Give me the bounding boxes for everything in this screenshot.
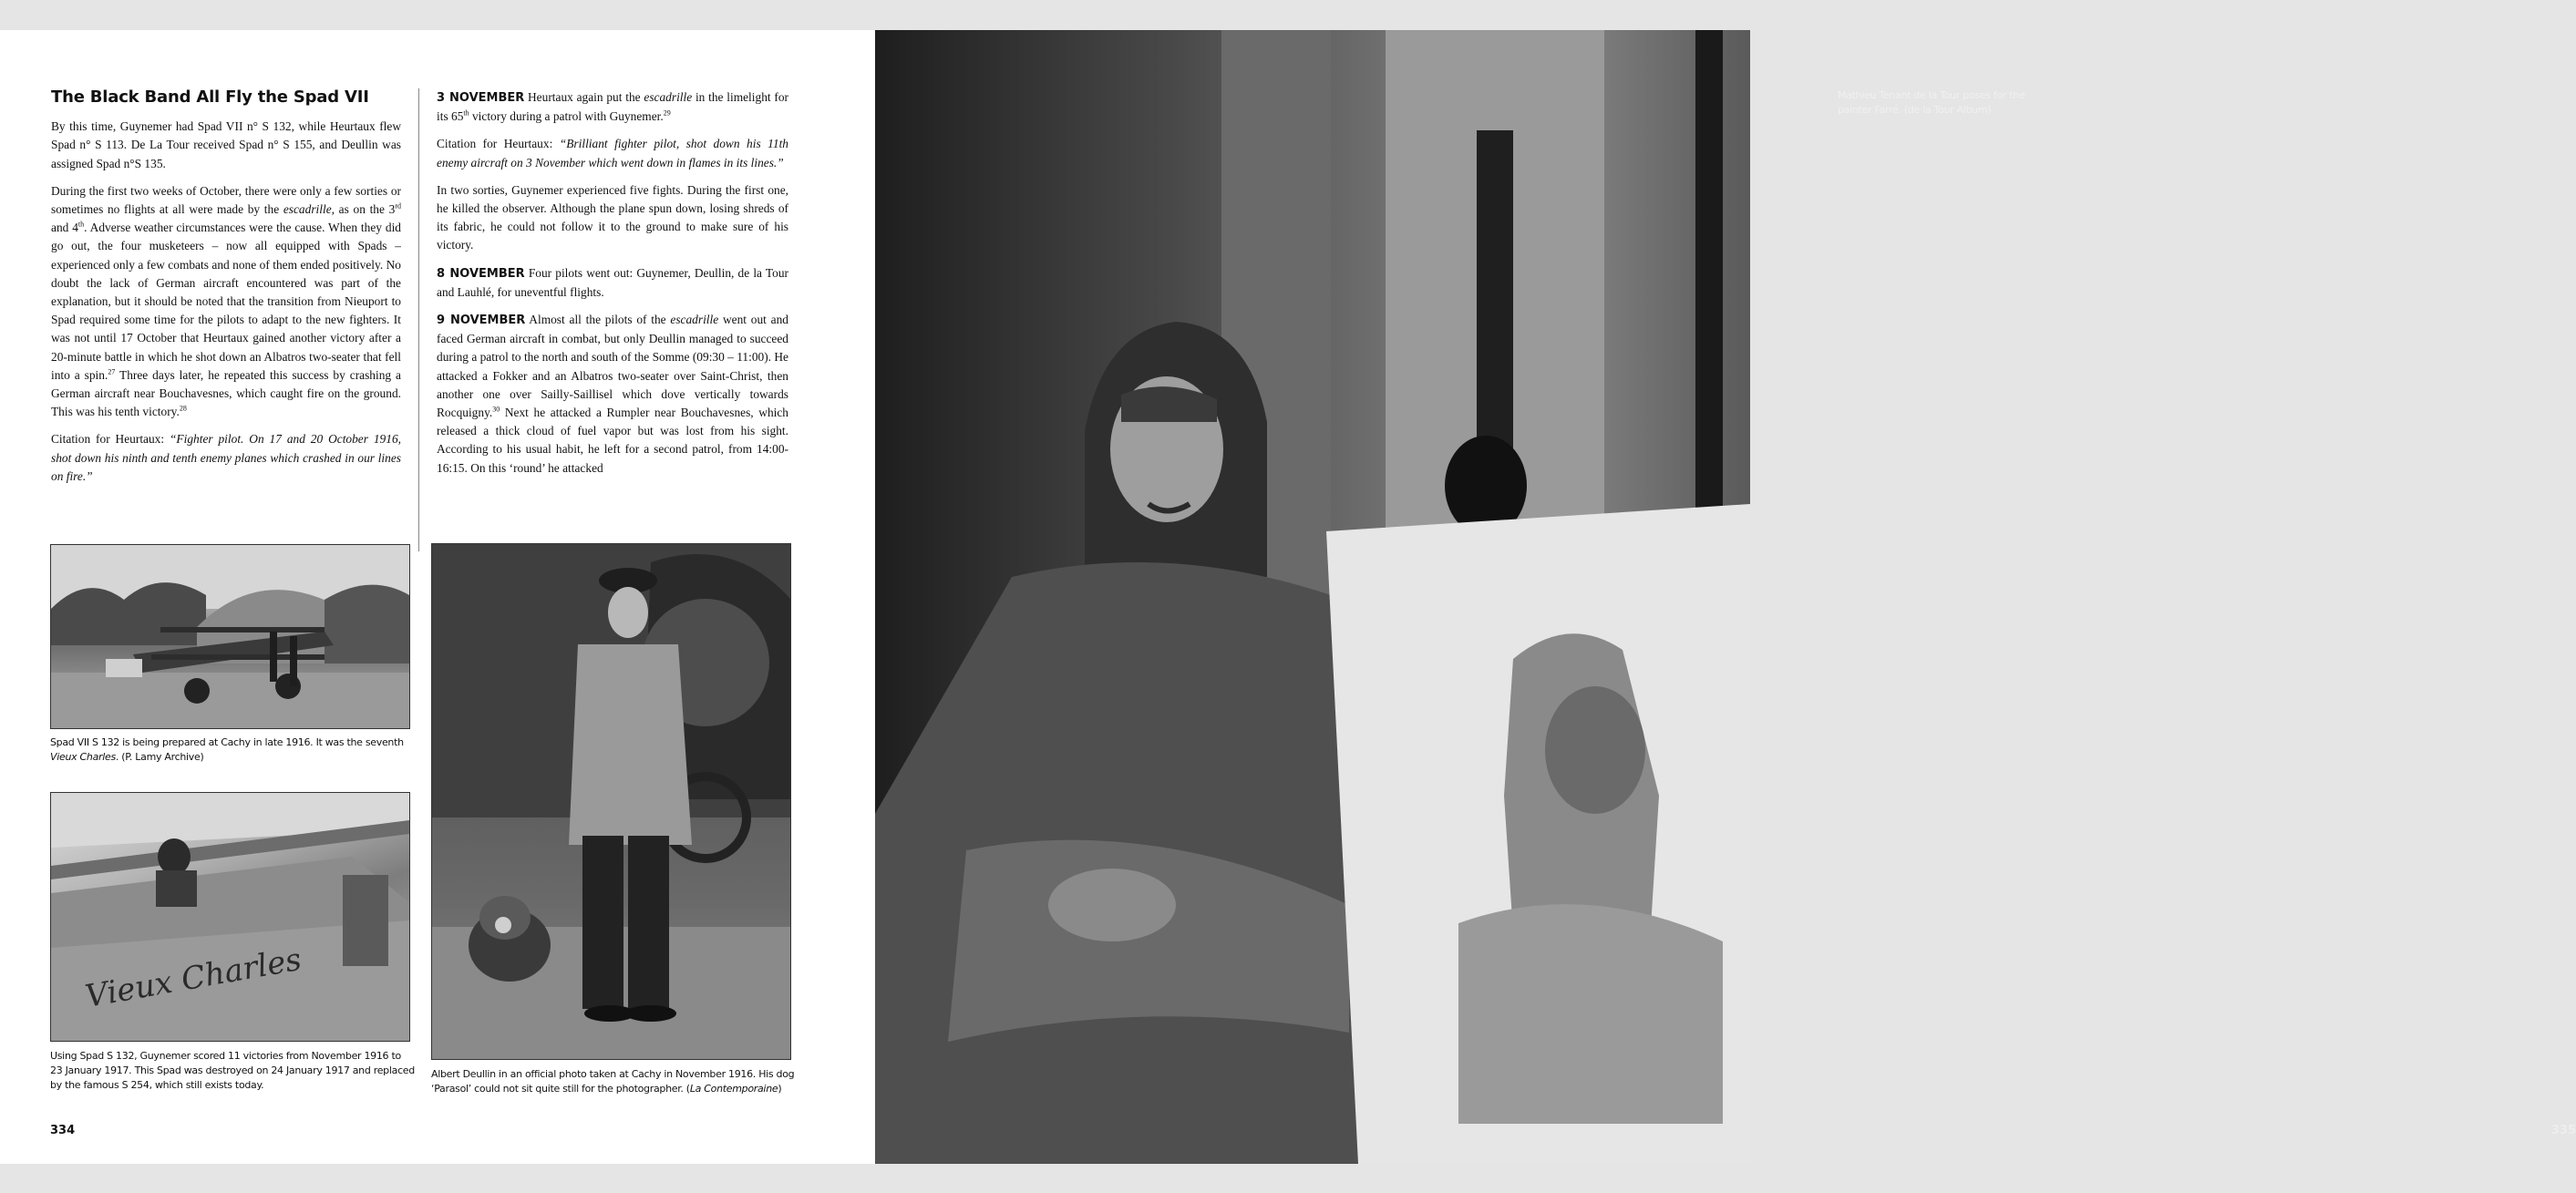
fuselage-lettering: Vieux Charles <box>82 941 304 1015</box>
photo-caption: Albert Deullin in an official photo taken at Cachy in November 1916. His dog ‘Parasol’ could not sit quite still for the photographer. (La Contemporaine) <box>431 1068 795 1095</box>
paragraph: 3 NOVEMBER Heurtaux again put the escadrille in the limelight for its 65th victory during a patrol with Guynemer.$^{29}$ <box>437 90 788 124</box>
section-heading: The Black Band All Fly the Spad VII <box>51 87 369 107</box>
paragraph: Citation for Heurtaux: “Brilliant fighter pilot, shot down his 11th enemy aircraft on 3 November which went down in flames in its lines.” <box>437 137 788 170</box>
footnote-mark: 28 <box>179 404 187 413</box>
photo-caption: Using Spad S 132, Guynemer scored 11 victories from November 1916 to 23 January 1917. This Spad was destroyed on 24 January 1917 and replaced by the famous S 254, which still exists today. <box>50 1050 415 1091</box>
column-divider <box>418 88 419 551</box>
photo-albert-deullin <box>431 543 791 1060</box>
photo-vieux-charles-cockpit <box>50 792 410 1042</box>
footnote-mark: 30 <box>492 405 500 414</box>
paragraph: In two sorties, Guynemer experienced five fights. During the first one, he killed the observer. Although the plane spun down, losing shreds of its fabric, he could not follow it to the ground to make sure of his victory. <box>437 182 788 252</box>
left-page <box>0 30 875 1164</box>
paragraph: Citation for Heurtaux: “Fighter pilot. On 17 and 20 October 1916, shot down his ninth and tenth enemy planes which crashed in our lines on fire.” <box>51 432 401 483</box>
page-number: 334 <box>50 1124 76 1137</box>
right-page <box>875 30 2576 1164</box>
photo-caption: Mathieu Tenant de la Tour poses for the painter Farré. (de la Tour Album) <box>1838 89 2025 116</box>
text-column-2 <box>437 88 788 549</box>
photo-spad-at-cachy <box>50 544 410 729</box>
footnote-mark: 29 <box>663 108 671 118</box>
page-number: 335 <box>2551 1124 2576 1137</box>
photo-de-la-tour-portrait <box>875 30 1750 1164</box>
paragraph: 9 NOVEMBER Almost all the pilots of the escadrille went out and faced German aircraft in combat, but only Deullin managed to succeed during a patrol to the north and south of the Somme (09:30 – 11:00). He attacked a Fokker and an Albatros two-seater over Saint-Christ, then another one over Sailly-Saillisel which dove vertically towards Rocquigny.$^{30}$ Next he attacked a Rumpler near Bouchavesnes, which released a thick cloud of fuel vapor but was lost from his sight. According to his usual habit, he left for a second patrol, from 14:00- 16:15. On this ‘round’ he attacked <box>437 313 788 475</box>
footnote-mark: rd <box>395 201 401 211</box>
footnote-mark: th <box>77 220 85 229</box>
paragraph: 8 NOVEMBER Four pilots went out: Guynemer, Deullin, de la Tour and Lauhlé, for uneventful flights. <box>437 265 789 299</box>
paragraph: By this time, Guynemer had Spad VII n° S 132, while Heurtaux flew Spad n° S 113. De La Tour received Spad n° S 155, and Deullin was assigned Spad n°S 135. <box>51 119 401 170</box>
text-column-1 <box>51 88 401 495</box>
footnote-mark: 27 <box>108 367 116 376</box>
book-spread <box>0 30 2576 1164</box>
paragraph: During the first two weeks of October, there were only a few sorties or sometimes no flights at all were made by the escadrille, as on the 3rd and 4th. Adverse weather circumstances were the cause. When they did go out, the four musketeers – now all equipped with Spads – experienced only a few combats and none of them ended positively. No doubt the lack of German aircraft encountered was part of the explanation, but it should be noted that the transition from Nieuport to Spad required some time for the pilots to adapt to the new fighters. It was not until 17 October that Heurtaux gained another victory after a 20-minute battle in which he shot down an Albatros two-seater that fell into a spin.$^{27}$ Three days later, he repeated this success by crashing a German aircraft near Bouchavesnes, which caught fire on the ground. This was his tenth victory.$^{28}$ <box>51 183 401 419</box>
photo-caption: Spad VII S 132 is being prepared at Cachy in late 1916. It was the seventh Vieux Charles. (P. Lamy Archive) <box>50 736 404 763</box>
